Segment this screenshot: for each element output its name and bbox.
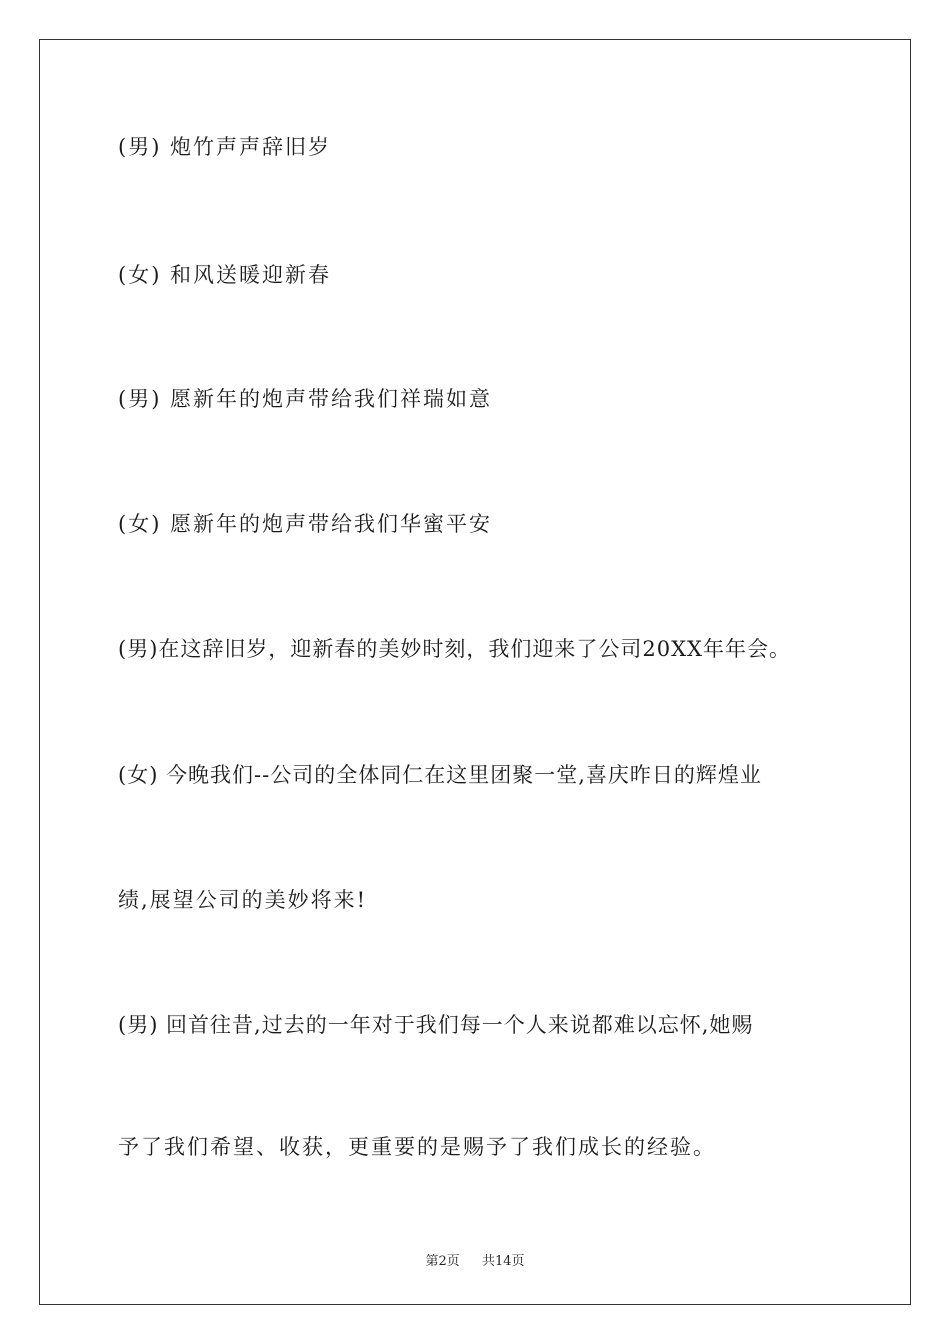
page-footer (0, 1250, 950, 1269)
page-border (39, 39, 911, 1305)
page-number: 第2页 (425, 1254, 460, 1269)
text-line-1: (男) 炮竹声声辞旧岁 (118, 135, 332, 159)
page-total: 共14页 (482, 1254, 525, 1269)
text-line-7: 绩,展望公司的美妙将来! (118, 888, 368, 912)
text-line-6: (女) 今晚我们--公司的全体同仁在这里团聚一堂,喜庆昨日的辉煌业 (118, 763, 762, 787)
text-line-2: (女) 和风送暖迎新春 (118, 263, 332, 287)
text-line-5: (男)在这辞旧岁，迎新春的美妙时刻，我们迎来了公司20XX年年会。 (118, 637, 792, 661)
text-line-8: (男) 回首往昔,过去的一年对于我们每一个人来说都难以忘怀,她赐 (118, 1013, 754, 1037)
text-line-3: (男) 愿新年的炮声带给我们祥瑞如意 (118, 387, 493, 411)
text-line-4: (女) 愿新年的炮声带给我们华蜜平安 (118, 512, 493, 536)
text-line-9: 予了我们希望、收获，更重要的是赐予了我们成长的经验。 (118, 1135, 716, 1159)
